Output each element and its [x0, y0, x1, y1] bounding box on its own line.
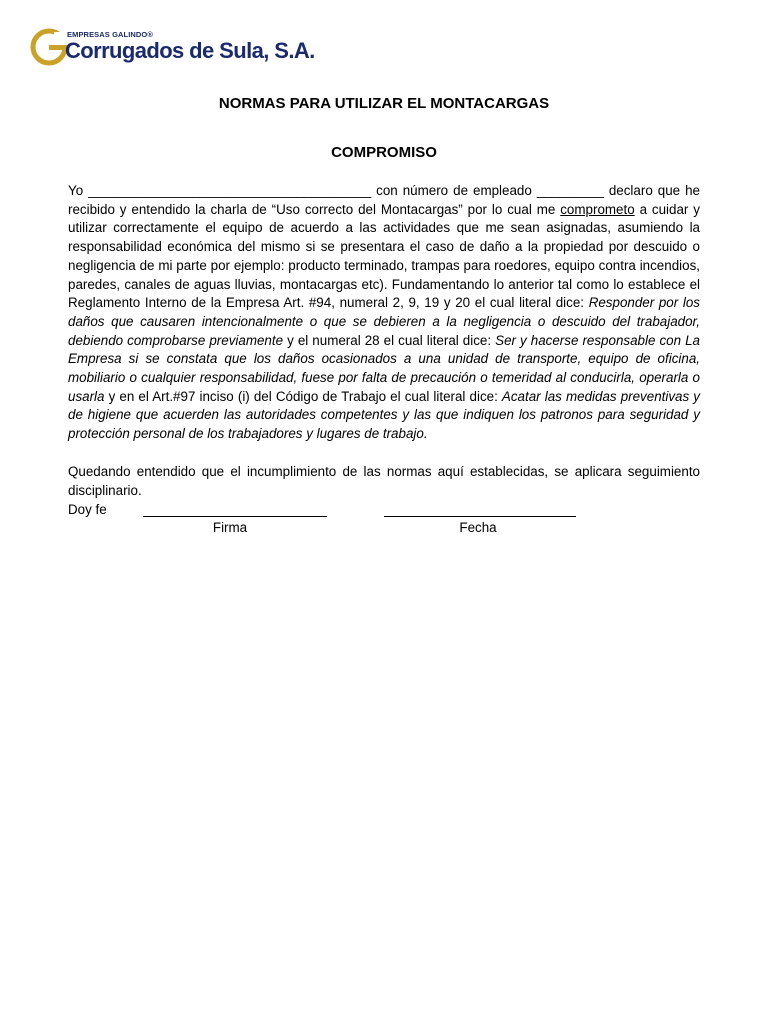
body-text-2: a cuidar y utilizar correctamente el equipo de acuerdo a las actividades que me sean asignadas, asumiendo la responsabilidad económica del mismo si se presentara el caso de daño a la propiedad por descuido o negligencia de mi parte por ejemplo: producto terminado, trampas para roedores, equipo contra incendios, paredes, canales de aguas lluvias, montacargas etc). Fundamentando lo anterior tal como lo establece el Reglamento Interno de la Empresa Art. #94, numeral 2, 9, 19 y 20 el cual literal dice: — [68, 201, 700, 311]
quote-1: Responder por los daños que causaren intencionalmente o que se debieren a la negligencia o descuido del trabajador, debiendo comprobarse previamente — [68, 295, 700, 348]
firma-line — [143, 515, 327, 517]
body-text-4: y en el Art.#97 inciso (i) del Código de Trabajo el cual literal dice: — [104, 388, 502, 404]
document-title: NORMAS PARA UTILIZAR EL MONTACARGAS — [218, 95, 550, 112]
logo-tagline: EMPRESAS GALINDO® — [67, 30, 153, 39]
commitment-paragraph — [68, 182, 700, 444]
logo-company-name: Corrugados de Sula, S.A. — [65, 38, 315, 63]
quote-2: Ser y hacerse responsable con La Empresa si se constata que los daños ocasionados a una unidad de transporte, equipo de oficina, mobiliario o cualquier responsabilidad, fuese por falta de precaución o temeridad al conducirla, operarla o usarla — [68, 332, 700, 404]
closing-paragraph: Quedando entendido que el incumplimiento de las normas aquí establecidas, se aplicara seguimiento disciplinario. — [68, 464, 700, 498]
firma-label: Firma — [212, 520, 248, 535]
underlined-word: comprometo — [560, 201, 635, 217]
fecha-line — [384, 515, 576, 517]
fecha-label: Fecha — [459, 520, 497, 535]
galindo-g-logo-icon — [30, 28, 68, 66]
doy-fe-label: Doy fe — [68, 502, 107, 517]
body-text-3: y el numeral 28 el cual literal dice: — [283, 332, 496, 348]
document-subtitle: COMPROMISO — [331, 144, 437, 161]
company-logo — [30, 28, 330, 70]
signature-row — [68, 502, 700, 542]
quote-3: Acatar las medidas preventivas y de higiene que acuerden las autoridades competentes y las que indiquen los patronos para seguridad y protección personal de los trabajadores y lugares de trabajo. — [68, 388, 700, 442]
body-text-1: Yo ______________________________________ con número de empleado _________ declaro que he recibido y entendido la charla de “Uso correcto del Montacargas” por lo cual me — [68, 183, 700, 217]
